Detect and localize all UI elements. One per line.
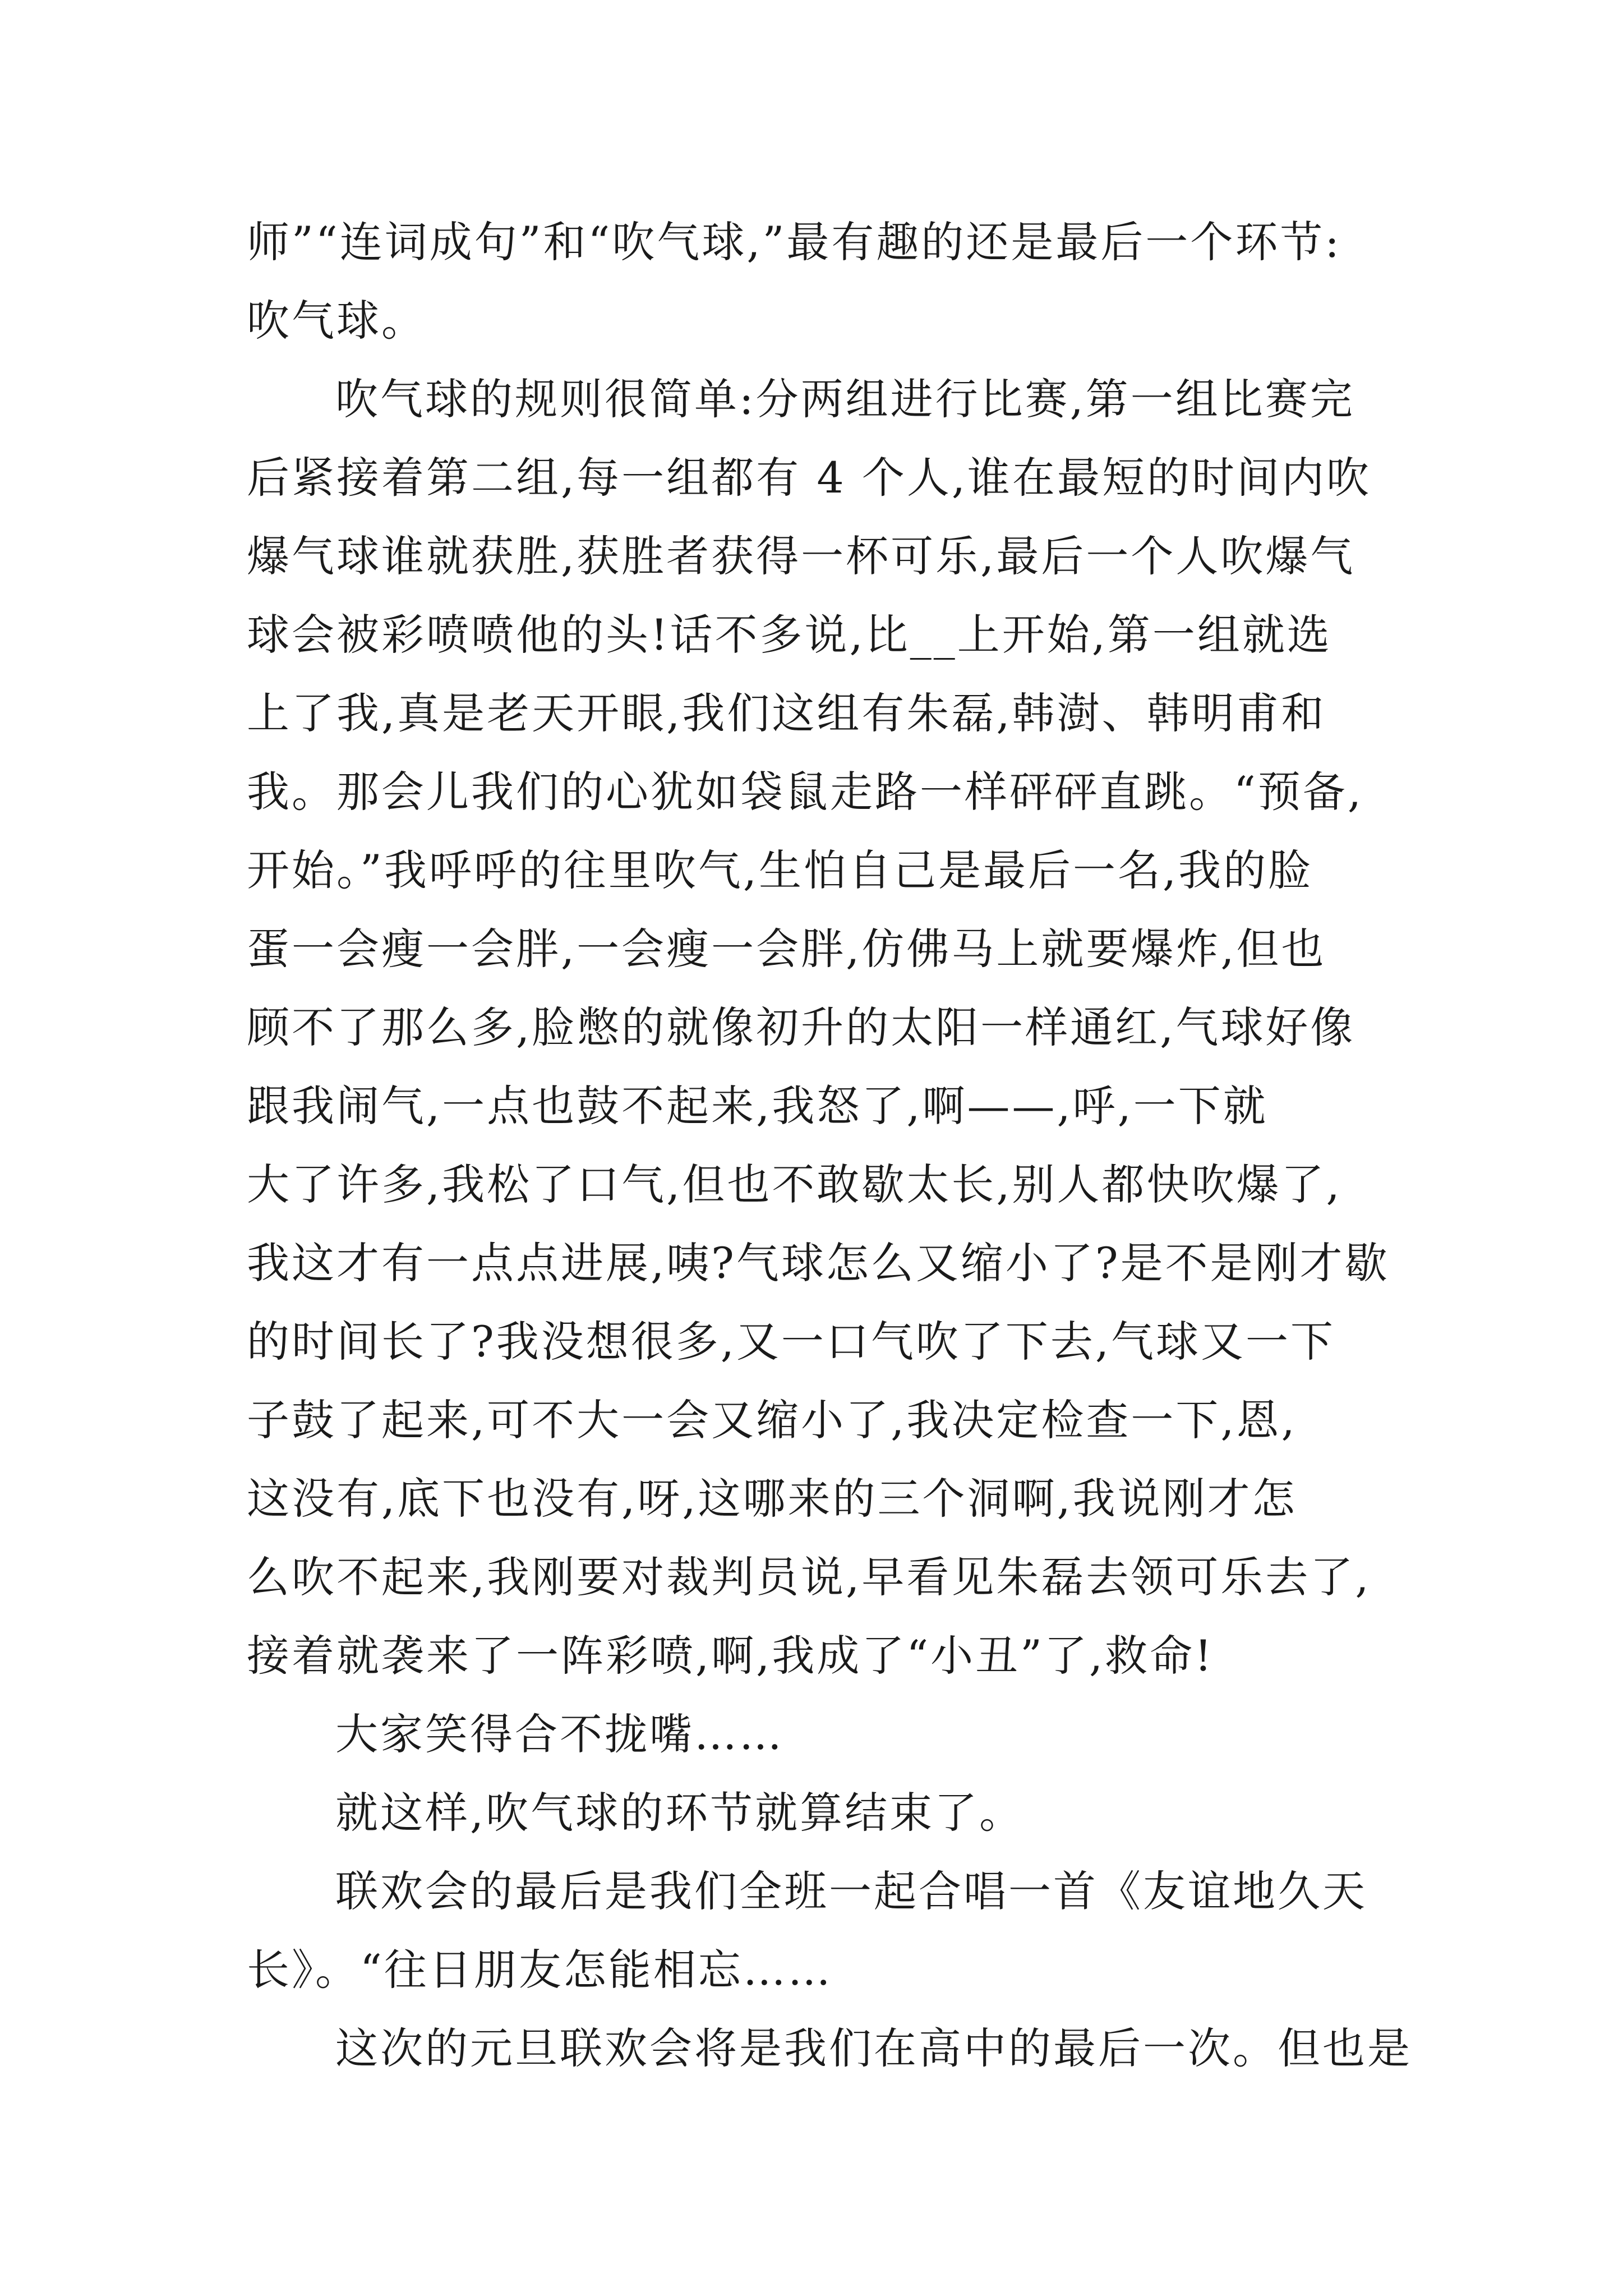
text-line: 蛋一会瘦一会胖,一会瘦一会胖,仿佛马上就要爆炸,但也 [247, 924, 1326, 974]
text-line: 我这才有一点点进展,咦?气球怎么又缩小了?是不是刚才歇 [247, 1238, 1390, 1288]
text-line: 吹气球。 [247, 296, 426, 346]
text-line: 跟我闹气,一点也鼓不起来,我怒了,啊——,呼,一下就 [247, 1081, 1268, 1131]
paragraph [247, 360, 1436, 1695]
text-line: 吹气球的规则很简单:分两组进行比赛,第一组比赛完 [335, 374, 1355, 424]
text-line: 联欢会的最后是我们全班一起合唱一首《友谊地久天 [335, 1866, 1367, 1916]
paragraph [247, 1695, 1436, 1774]
text-line: 顾不了那么多,脸憋的就像初升的太阳一样通红,气球好像 [247, 1002, 1355, 1052]
text-line: 就这样,吹气球的环节就算结束了。 [335, 1788, 1025, 1838]
paragraph [247, 203, 1436, 360]
text-line: 这没有,底下也没有,呀,这哪来的三个洞啊,我说刚才怎 [247, 1474, 1297, 1524]
text-line: 师”“连词成句”和“吹气球,”最有趣的还是最后一个环节: [247, 217, 1342, 267]
text-line: 这次的元旦联欢会将是我们在高中的最后一次。但也是 [335, 2023, 1412, 2073]
text-line: 我。那会儿我们的心犹如袋鼠走路一样砰砰直跳。“预备, [247, 767, 1364, 817]
text-line: 接着就袭来了一阵彩喷,啊,我成了“小丑”了,救命! [247, 1631, 1214, 1681]
text-line: 后紧接着第二组,每一组都有 4 个人,谁在最短的时间内吹 [247, 453, 1371, 503]
paragraph [247, 1852, 1436, 2009]
text-line: 子鼓了起来,可不大一会又缩小了,我决定检查一下,恩, [247, 1395, 1297, 1445]
text-line: 么吹不起来,我刚要对裁判员说,早看见朱磊去领可乐去了, [247, 1552, 1371, 1602]
text-line: 长》。“往日朋友怎能相忘…… [247, 1945, 833, 1995]
text-line: 大家笑得合不拢嘴…… [335, 1709, 784, 1759]
text-line: 上了我,真是老天开眼,我们这组有朱磊,韩澍、韩明甫和 [247, 688, 1326, 738]
text-line: 的时间长了?我没想很多,又一口气吹了下去,气球又一下 [247, 1317, 1336, 1366]
text-line: 大了许多,我松了口气,但也不敢歇太长,别人都快吹爆了, [247, 1159, 1342, 1209]
paragraph [247, 1774, 1436, 1852]
document-body [247, 203, 1436, 2088]
text-line: 球会被彩喷喷他的头!话不多说,比__上开始,第一组就选 [247, 610, 1332, 660]
text-line: 爆气球谁就获胜,获胜者获得一杯可乐,最后一个人吹爆气 [247, 531, 1355, 581]
paragraph [247, 2009, 1436, 2088]
text-line: 开始。”我呼呼的往里吹气,生怕自己是最后一名,我的脸 [247, 845, 1313, 895]
